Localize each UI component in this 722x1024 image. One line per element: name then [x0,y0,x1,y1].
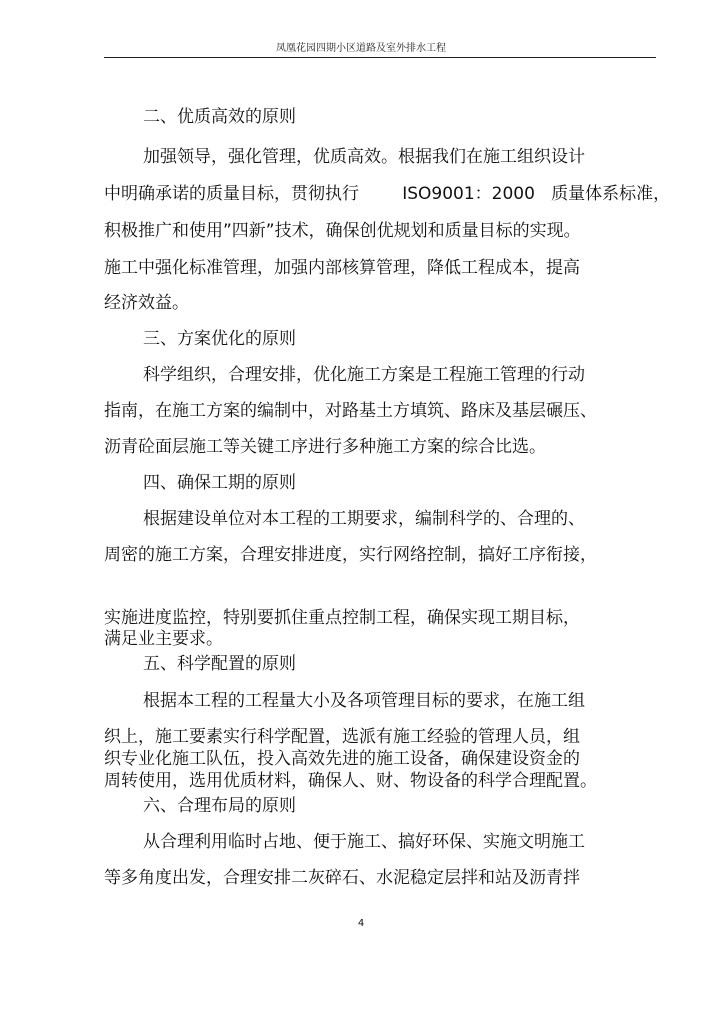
paragraph-line: 积极推广和使用”四新”技术，确保创优规划和质量目标的实现。 [104,221,581,241]
section-heading-plan: 三、方案优化的原则 [143,329,296,349]
paragraph-line: 等多角度出发，合理安排二灰碎石、水泥稳定层拌和站及沥青拌 [104,868,580,888]
paragraph-line: 指南，在施工方案的编制中，对路基土方填筑、路床及基层碾压、 [104,401,597,421]
paragraph-line: 织专业化施工队伍，投入高效先进的施工设备，确保建设资金的 [104,749,580,769]
paragraph-line: 周转使用，选用优质材料，确保人、财、物设备的科学合理配置。 [104,771,597,791]
header-divider [104,57,656,58]
paragraph-line: 满足业主要求。 [104,629,223,649]
paragraph-line: 根据建设单位对本工程的工期要求，编制科学的、合理的、 [143,509,585,529]
paragraph-line: 从合理利用临时占地、便于施工、搞好环保、实施文明施工 [143,832,585,852]
paragraph-line: 根据本工程的工程量大小及各项管理目标的要求，在施工组 [143,691,585,711]
paragraph-line: 织上，施工要素实行科学配置，选派有施工经验的管理人员，组 [104,727,580,747]
section-heading-schedule: 四、确保工期的原则 [143,473,296,493]
paragraph-line: 科学组织，合理安排，优化施工方案是工程施工管理的行动 [143,365,585,385]
paragraph-line: 周密的施工方案，合理安排进度，实行网络控制，搞好工序衔接， [104,545,597,565]
page-number: 4 [357,918,365,929]
paragraph-line: 中明确承诺的质量目标，贯彻执行 ISO9001：2000 质量体系标准， [104,184,671,204]
header-title: 凤凰花园四期小区道路及室外排水工程 [276,43,446,54]
section-heading-configuration: 五、科学配置的原则 [143,654,296,674]
paragraph-line: 实施进度监控，特别要抓住重点控制工程，确保实现工期目标， [104,608,580,628]
paragraph-line: 施工中强化标准管理，加强内部核算管理，降低工程成本，提高 [104,258,580,278]
paragraph-line: 经济效益。 [104,293,189,313]
paragraph-line: 加强领导，强化管理，优质高效。根据我们在施工组织设计 [143,147,585,167]
section-heading-layout: 六、合理布局的原则 [143,796,296,816]
paragraph-line: 沥青砼面层施工等关键工序进行多种施工方案的综合比选。 [104,437,546,457]
section-heading-quality: 二、优质高效的原则 [143,107,296,127]
